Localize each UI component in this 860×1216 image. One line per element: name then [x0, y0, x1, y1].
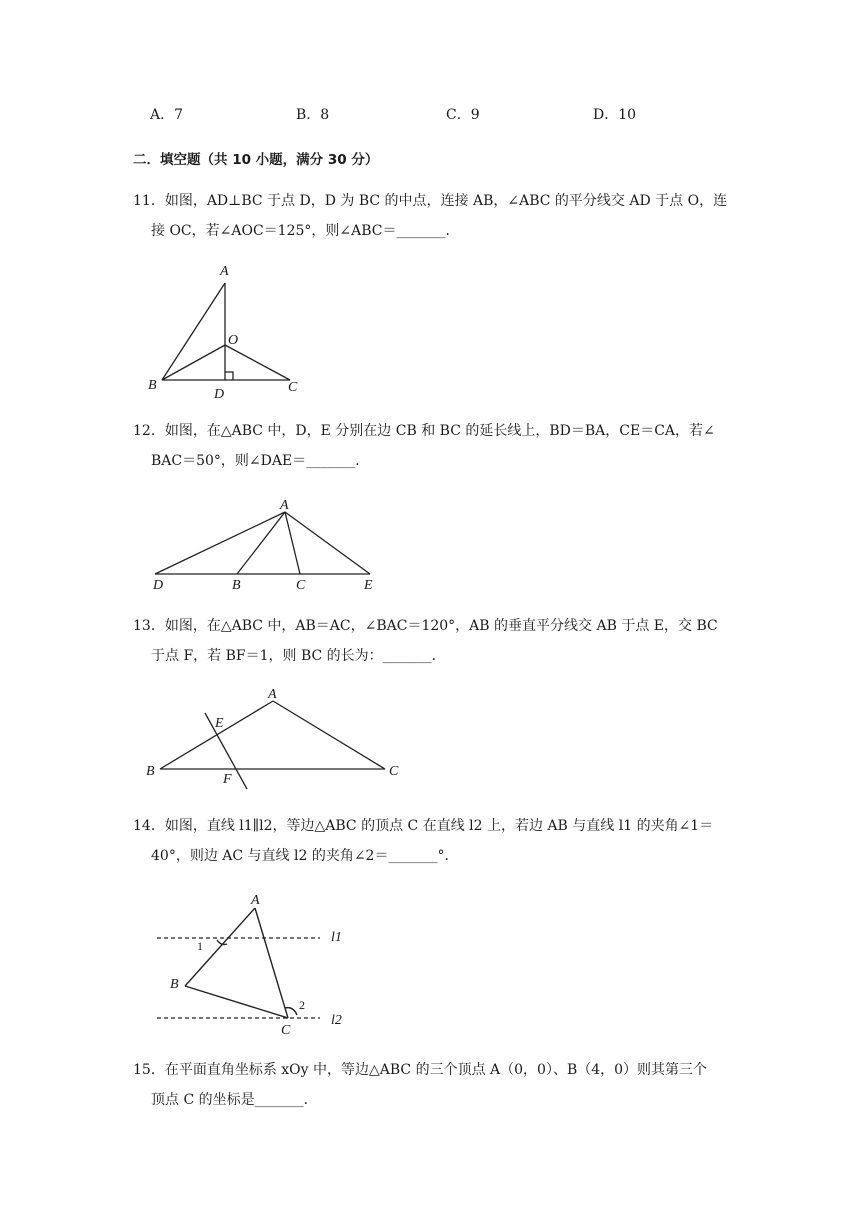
question-12-line-1: 12．如图，在△ABC 中，D，E 分别在边 CB 和 BC 的延长线上，BD＝BA，CE＝CA，若∠ — [133, 423, 715, 439]
question-14 — [133, 811, 733, 871]
q14-label-l2: l2 — [331, 1013, 342, 1028]
q12-label-d: D — [153, 578, 164, 593]
question-13-figure — [140, 683, 410, 793]
q14-label-c: C — [281, 1023, 291, 1038]
q14-angle-1: 1 — [197, 939, 203, 953]
q12-label-a: A — [280, 498, 289, 513]
question-12 — [133, 416, 733, 476]
option-b: B．8 — [296, 107, 330, 123]
q11-label-c: C — [288, 380, 298, 395]
q13-label-f: F — [223, 772, 232, 787]
option-c: C．9 — [446, 107, 480, 123]
question-14-figure — [145, 888, 365, 1038]
question-12-figure — [140, 495, 390, 595]
question-15-line-2: 顶点 C 的坐标是_______． — [151, 1092, 318, 1108]
q11-label-a: A — [220, 264, 229, 279]
question-13-line-2: 于点 F，若 BF＝1，则 BC 的长为：_______． — [151, 648, 446, 664]
q13-label-e: E — [215, 716, 224, 731]
question-11-line-2: 接 OC，若∠AOC＝125°，则∠ABC＝_______． — [151, 223, 460, 239]
q14-label-b: B — [170, 977, 179, 992]
question-13-line-1: 13．如图，在△ABC 中，AB＝AC，∠BAC＝120°，AB 的垂直平分线交 AB 于点 E，交 BC — [133, 618, 718, 634]
question-11-line-1: 11．如图，AD⊥BC 于点 D，D 为 BC 的中点，连接 AB，∠ABC 的平分线交 AD 于点 O，连 — [133, 193, 728, 209]
q14-label-l1: l1 — [331, 930, 342, 945]
question-11-figure — [140, 258, 320, 403]
q14-label-a: A — [251, 893, 260, 908]
q13-label-a: A — [268, 687, 277, 702]
q14-angle-2: 2 — [299, 998, 305, 1012]
q11-label-d: D — [214, 387, 225, 402]
question-12-line-2: BAC＝50°，则∠DAE＝_______． — [151, 453, 370, 469]
section-title: 二．填空题（共 10 小题，满分 30 分） — [133, 152, 379, 168]
q12-label-c: C — [296, 578, 306, 593]
q11-label-o: O — [228, 333, 239, 348]
question-15 — [133, 1055, 733, 1115]
question-14-line-1: 14．如图，直线 l1∥l2，等边△ABC 的顶点 C 在直线 l2 上，若边 AB 与直线 l1 的夹角∠1＝ — [133, 818, 714, 834]
q12-label-b: B — [232, 578, 241, 593]
q13-label-c: C — [389, 764, 399, 779]
option-a: A．7 — [150, 107, 184, 123]
option-d: D．10 — [593, 107, 637, 123]
q13-label-b: B — [146, 764, 155, 779]
q11-label-b: B — [148, 378, 157, 393]
question-11 — [133, 186, 733, 246]
question-15-line-1: 15．在平面直角坐标系 xOy 中，等边△ABC 的三个顶点 A（0，0）、B（4，0）则其第三个 — [133, 1062, 708, 1078]
q12-label-e: E — [364, 578, 373, 593]
question-14-line-2: 40°，则边 AC 与直线 l2 的夹角∠2＝_______°． — [151, 848, 459, 864]
question-13 — [133, 611, 733, 671]
